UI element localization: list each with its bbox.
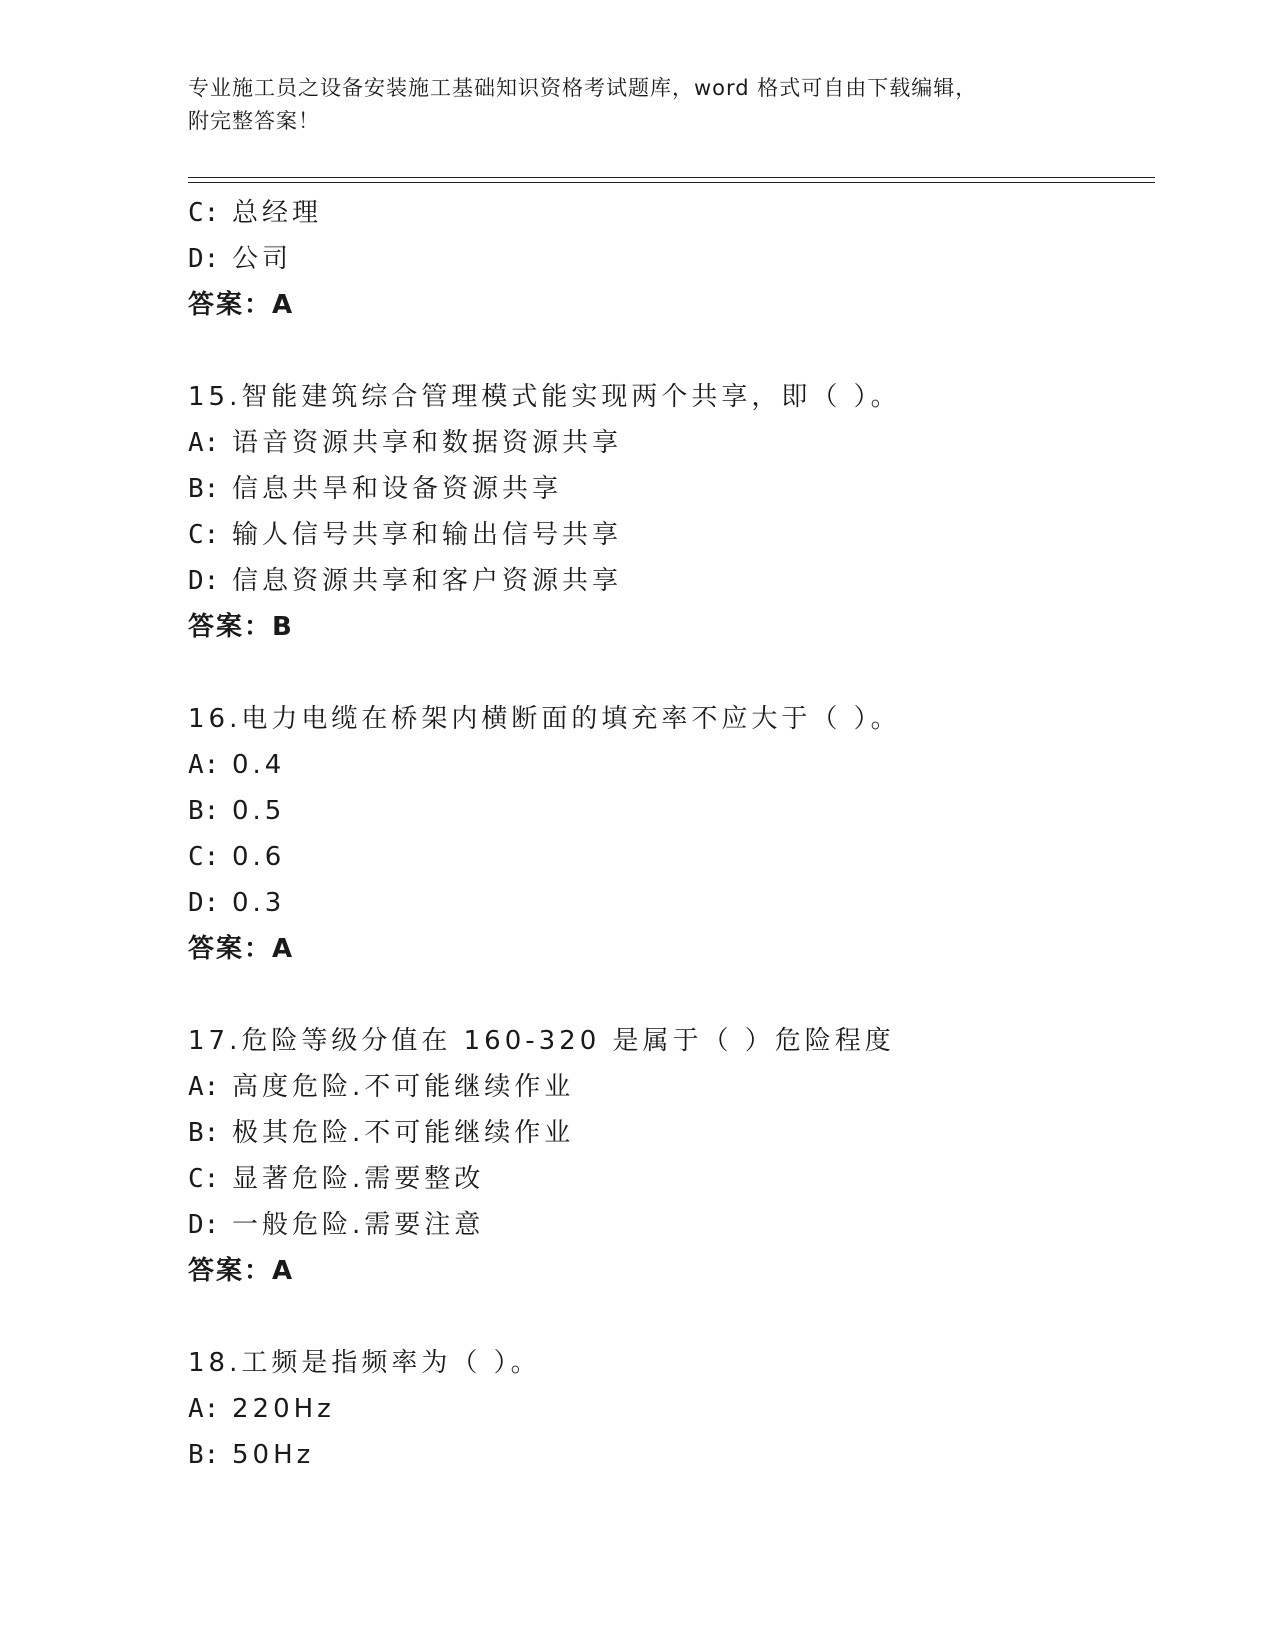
option-text: 一般危险.需要注意 [232, 1210, 485, 1240]
option-item [188, 512, 1155, 558]
option-label: B: [188, 1118, 220, 1148]
spacer [188, 650, 1155, 696]
header-line-2: 附完整答案！ [188, 109, 320, 133]
question-stem: 18.工频是指频率为（ ）。 [188, 1348, 541, 1378]
option-text: 0.5 [232, 796, 286, 826]
option-item [188, 1110, 1155, 1156]
option-text: 信息共旱和设备资源共享 [232, 474, 563, 504]
option-text: 输人信号共享和输出信号共享 [232, 520, 623, 550]
answer-line: 答案：B [188, 612, 294, 642]
option-item [188, 1432, 1155, 1478]
question-stem: 15.智能建筑综合管理模式能实现两个共享，即（ ）。 [188, 382, 901, 412]
question-stem: 16.电力电缆在桥架内横断面的填充率不应大于（ ）。 [188, 704, 901, 734]
option-item [188, 1202, 1155, 1248]
option-item [188, 1386, 1155, 1432]
option-label: A: [188, 1394, 220, 1424]
answer-line: 答案：A [188, 290, 295, 320]
option-text: 220Hz [232, 1394, 335, 1424]
option-item [188, 1156, 1155, 1202]
option-label: A: [188, 1072, 220, 1102]
option-label: A: [188, 750, 220, 780]
option-text: 0.6 [232, 842, 286, 872]
option-text: 显著危险.需要整改 [232, 1164, 485, 1194]
option-item [188, 834, 1155, 880]
option-label: B: [188, 474, 220, 504]
option-label: C: [188, 198, 220, 228]
option-label: C: [188, 1164, 220, 1194]
option-label: D: [188, 888, 220, 918]
option-text: 50Hz [232, 1440, 315, 1470]
option-text: 语音资源共享和数据资源共享 [232, 428, 623, 458]
question-content [188, 190, 1155, 1478]
option-label: D: [188, 566, 220, 596]
option-item [188, 742, 1155, 788]
prev-question [188, 190, 1155, 328]
question-block [188, 1018, 1155, 1294]
spacer [188, 1294, 1155, 1340]
option-item [188, 236, 1155, 282]
option-text: 极其危险.不可能继续作业 [232, 1118, 575, 1148]
option-label: D: [188, 1210, 220, 1240]
question-block [188, 374, 1155, 650]
answer-line: 答案：A [188, 934, 295, 964]
option-text: 公司 [232, 244, 293, 274]
spacer [188, 328, 1155, 374]
answer-line: 答案：A [188, 1256, 295, 1286]
option-label: B: [188, 1440, 220, 1470]
option-label: B: [188, 796, 220, 826]
option-item [188, 788, 1155, 834]
header-divider-top [188, 177, 1155, 178]
option-text: 信息资源共享和客户资源共享 [232, 566, 623, 596]
option-item [188, 466, 1155, 512]
option-text: 总经理 [232, 198, 323, 228]
option-item [188, 1064, 1155, 1110]
question-block [188, 1340, 1155, 1478]
question-stem: 17.危险等级分值在 160-320 是属于（ ）危险程度 [188, 1026, 895, 1056]
option-text: 0.3 [232, 888, 286, 918]
document-header [188, 72, 1088, 138]
option-label: D: [188, 244, 220, 274]
option-label: C: [188, 520, 220, 550]
header-divider-bottom [188, 182, 1155, 183]
option-item [188, 420, 1155, 466]
option-item [188, 190, 1155, 236]
header-line-1: 专业施工员之设备安装施工基础知识资格考试题库，word 格式可自由下载编辑， [188, 76, 978, 100]
option-text: 0.4 [232, 750, 286, 780]
option-text: 高度危险.不可能继续作业 [232, 1072, 575, 1102]
spacer [188, 972, 1155, 1018]
option-item [188, 880, 1155, 926]
option-label: A: [188, 428, 220, 458]
question-block [188, 696, 1155, 972]
option-item [188, 558, 1155, 604]
option-label: C: [188, 842, 220, 872]
